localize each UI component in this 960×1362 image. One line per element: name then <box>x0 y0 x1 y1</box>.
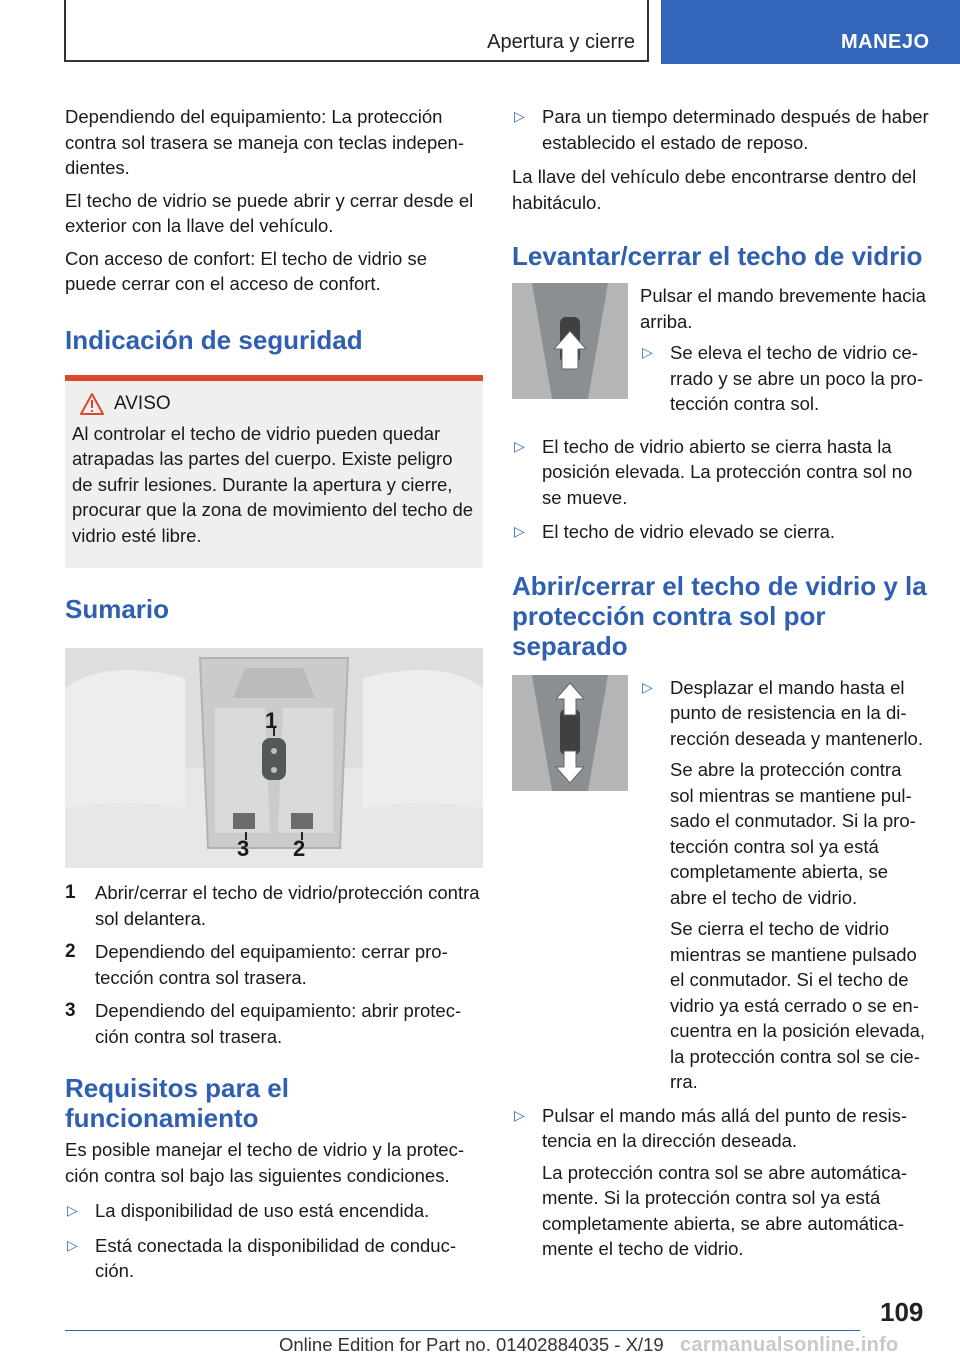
roof-controls-image <box>65 648 483 868</box>
list-item: ▷ El techo de vidrio abierto se cierra hasta la posición elevada. La protección contra sol no se mueve. <box>514 435 913 508</box>
separate-heading: Abrir/cerrar el techo de vidrio y la protección contra sol por separado <box>512 570 927 661</box>
raise-intro: Pulsar el mando brevemente hacia arriba. <box>640 285 926 332</box>
intro-paragraph: Dependiendo del equipamiento: La protección contra sol trasera se maneja con teclas independientes. <box>65 106 465 178</box>
image-callout-3: 3 <box>237 836 250 861</box>
warning-box <box>65 375 483 569</box>
bullet-icon: ▷ <box>514 108 525 124</box>
overview-list <box>65 880 483 1049</box>
intro-paragraph: El techo de vidrio se puede abrir y cerrar desde el exterior con la llave del vehículo. <box>65 189 474 236</box>
page-number: 109 <box>880 1297 924 1327</box>
bullet-icon: ▷ <box>514 437 525 454</box>
image-callout-2: 2 <box>293 836 306 861</box>
safety-heading: Indicación de seguridad <box>65 324 363 355</box>
bullet-icon: ▷ <box>642 344 653 360</box>
separate-paragraph: Se cierra el techo de vidrio mientras se mantiene pulsado el conmutador. Si el techo de vidrio ya está cerrado o se encuentra en la posición elevada, la protección contra sol se cierra. <box>670 918 926 1092</box>
overview-heading: Sumario <box>65 594 170 624</box>
header-chapter-label: MANEJO <box>841 31 930 53</box>
list-item: ▷ La disponibilidad de uso está encendida. <box>65 1198 483 1224</box>
list-item: 2 Dependiendo del equipamiento: cerrar protección contra sol trasera. <box>65 941 448 988</box>
switch-up-image <box>512 283 628 399</box>
warning-title: AVISO <box>114 392 171 414</box>
bullet-icon: ▷ <box>642 678 653 695</box>
requirements-intro: Es posible manejar el techo de vidrio y la protección contra sol bajo las siguientes condiciones. <box>65 1139 464 1186</box>
image-callout-1: 1 <box>265 708 278 733</box>
list-item: ▷ Para un tiempo determinado después de haber establecido el estado de reposo. <box>514 106 929 153</box>
bullet-icon: ▷ <box>67 1202 78 1218</box>
footer-edition: Online Edition for Part no. 01402884035 - X/19 <box>279 1334 664 1355</box>
list-item: ▷ El techo de vidrio elevado se cierra. <box>512 519 930 545</box>
bullet-icon: ▷ <box>67 1236 78 1253</box>
raise-heading: Levantar/cerrar el techo de vidrio <box>512 241 923 271</box>
list-item: ▷ Pulsar el mando más allá del punto de resistencia en la dirección deseada. <box>514 1104 908 1151</box>
header-section-title: Apertura y cierre <box>487 31 635 53</box>
bullet-icon: ▷ <box>514 523 525 539</box>
requirements-heading: Requisitos para el funcionamiento <box>65 1073 289 1133</box>
watermark: carmanualsonline.info <box>680 1334 899 1356</box>
switch-updown-image <box>512 675 628 791</box>
list-item: ▷ Desplazar el mando hasta el punto de resistencia en la dirección deseada y mantenerlo. <box>642 676 923 749</box>
footer-divider <box>65 1330 860 1331</box>
intro-paragraph: Con acceso de confort: El techo de vidrio se puede cerrar con el acceso de confort. <box>65 247 427 294</box>
left-column <box>65 104 483 1293</box>
list-item: ▷ Se eleva el techo de vidrio cerrado y se abre un poco la protección contra sol. <box>642 342 923 414</box>
auto-paragraph: La protección contra sol se abre automáticamente. Si la protección contra sol ya está completamente abierta, se abre automáticamente el techo de vidrio. <box>542 1161 908 1259</box>
warning-triangle-icon <box>80 393 104 415</box>
right-column <box>512 104 930 1262</box>
list-item: 3 Dependiendo del equipamiento: abrir protección contra sol trasera. <box>65 1000 462 1047</box>
list-item: 1 Abrir/cerrar el techo de vidrio/protección contra sol delantera. <box>65 882 480 929</box>
separate-paragraph: Se abre la protección contra sol mientras se mantiene pulsado el conmutador. Si la protección contra sol ya está completamente abierta, se abre el techo de vidrio. <box>670 759 916 908</box>
bullet-icon: ▷ <box>514 1106 525 1123</box>
list-item: ▷ Está conectada la disponibilidad de conducción. <box>67 1234 457 1281</box>
warning-text: Al controlar el techo de vidrio pueden quedar atrapadas las partes del cuerpo. Existe peligro de sufrir lesiones. Durante la apertura y cierre, procurar que la zona de movimiento del techo de vidrio esté libre. <box>72 422 474 546</box>
key-note: La llave del vehículo debe encontrarse dentro del habitáculo. <box>512 166 917 213</box>
